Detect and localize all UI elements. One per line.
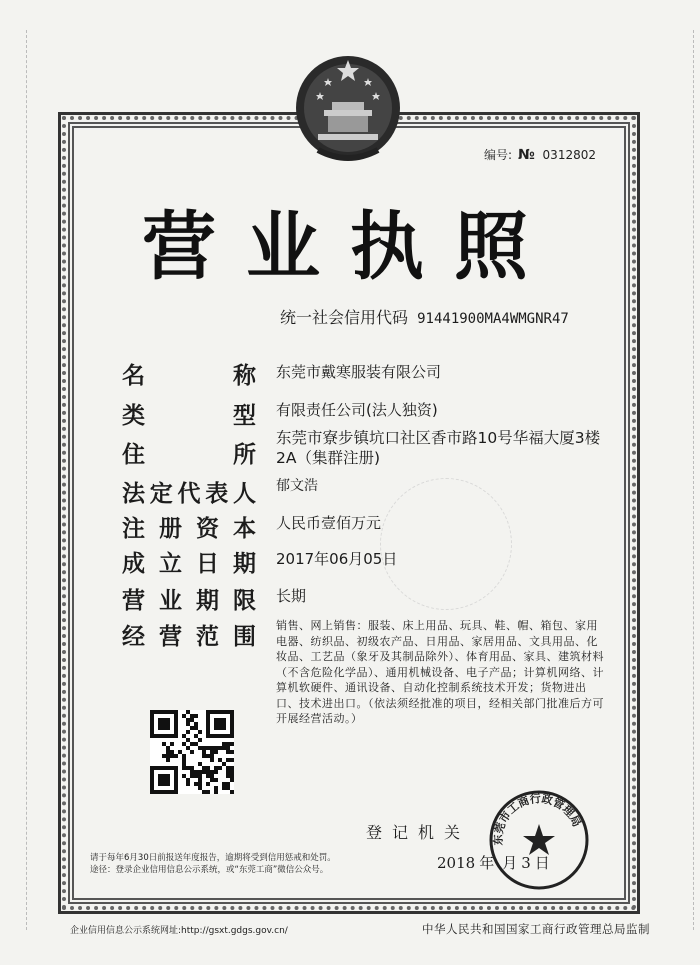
label-char: 法: [122, 481, 145, 507]
national-emblem-icon: [288, 46, 408, 166]
label-char: 定: [149, 481, 173, 507]
seal-text: 东莞市工商行政管理局: [491, 792, 584, 846]
label-char: 限: [233, 588, 256, 614]
issue-day-unit: 日: [534, 854, 550, 872]
label-name: [122, 357, 256, 390]
issue-day: 3: [521, 854, 531, 872]
label-char: 册: [159, 516, 182, 542]
label-char: 围: [233, 624, 256, 650]
value-address: 东莞市寮步镇坑口社区香市路10号华福大厦3楼2A（集群注册): [276, 429, 601, 467]
label-char: 立: [159, 551, 182, 577]
label-legal-rep: [122, 475, 256, 508]
label-char: 类: [122, 403, 145, 429]
label-char: 所: [233, 442, 256, 468]
value-established: 2017年06月05日: [276, 550, 398, 568]
value-scope: 销售、网上销售：服装、床上用品、玩具、鞋、帽、箱包、家用电器、纺织品、初级农产品、日用品、家居用品、文具用品、化妆品、工艺品（象牙及其制品除外）、体育用品、家具、建筑材料（不含危险化学品）、通用机械设备、电子产品；计算机网络、计算机软硬件、通讯设备、自动化控制系统技术开发；货物进出口、技术进出口。（依法须经批准的项目，经相关部门批准后方可开展经营活动。）: [276, 619, 604, 725]
label-capital: [122, 510, 256, 543]
notice-line: 请于每年6月30日前报送年度报告，逾期将受到信用惩戒和处罚。: [90, 853, 336, 863]
label-char: 人: [233, 481, 256, 507]
label-char: 成: [122, 551, 145, 577]
value-name: 东莞市戴寒服装有限公司: [276, 363, 442, 381]
label-char: 代: [177, 481, 201, 507]
label-char: 范: [196, 624, 219, 650]
label-char: 期: [196, 588, 219, 614]
label-char: 型: [233, 403, 256, 429]
scan-edge-right: [687, 30, 694, 930]
label-char: 注: [122, 516, 145, 542]
value-type: 有限责任公司(法人独资): [276, 401, 438, 419]
value-term: 长期: [276, 587, 307, 605]
value-capital: 人民币壹佰万元: [276, 514, 382, 532]
label-char: 业: [159, 588, 182, 614]
label-address: [122, 436, 256, 469]
label-char: 营: [159, 624, 182, 650]
label-char: 称: [233, 363, 256, 389]
footer-website: 企业信用信息公示系统网址:http://gsxt.gdgs.gov.cn/: [70, 926, 288, 936]
label-char: 表: [205, 481, 229, 507]
value-legal-rep: 郁文浩: [276, 478, 318, 494]
license-title: 营业执照: [142, 204, 558, 290]
serial-label: 编号:: [484, 148, 513, 162]
serial-prefix: №: [517, 147, 535, 163]
credit-code-value: 91441900MA4WMGNR47: [417, 311, 569, 327]
label-char: 营: [122, 588, 145, 614]
label-char: 名: [122, 363, 145, 389]
registration-authority: 登记机关: [366, 823, 471, 842]
credit-code-label: 统一社会信用代码: [280, 308, 409, 327]
issue-year: 2018: [437, 854, 476, 872]
label-type: [122, 397, 256, 430]
label-char: 本: [233, 516, 256, 542]
issue-month-unit: 月: [502, 854, 518, 872]
faded-stamp-mark: [380, 478, 512, 610]
footer-issuer: 中华人民共和国国家工商行政管理总局监制: [422, 922, 650, 936]
label-established: [122, 545, 256, 578]
notice-line: 途径：登录企业信用信息公示系统，或“东莞工商”微信公众号。: [90, 865, 329, 875]
label-char: 住: [122, 442, 145, 468]
annual-report-notice: [90, 852, 336, 876]
label-char: 日: [196, 551, 219, 577]
official-seal-icon: [487, 788, 591, 892]
label-char: 期: [233, 551, 256, 577]
scan-edge-left: [26, 30, 33, 930]
issue-year-unit: 年: [479, 854, 495, 872]
label-char: 经: [122, 624, 145, 650]
label-term: [122, 582, 256, 615]
serial-number: [484, 146, 596, 163]
label-scope: [122, 618, 256, 651]
credit-code-row: [280, 305, 569, 328]
label-char: 资: [196, 516, 219, 542]
serial-value: 0312802: [542, 148, 596, 162]
qr-code-icon[interactable]: [150, 710, 234, 794]
